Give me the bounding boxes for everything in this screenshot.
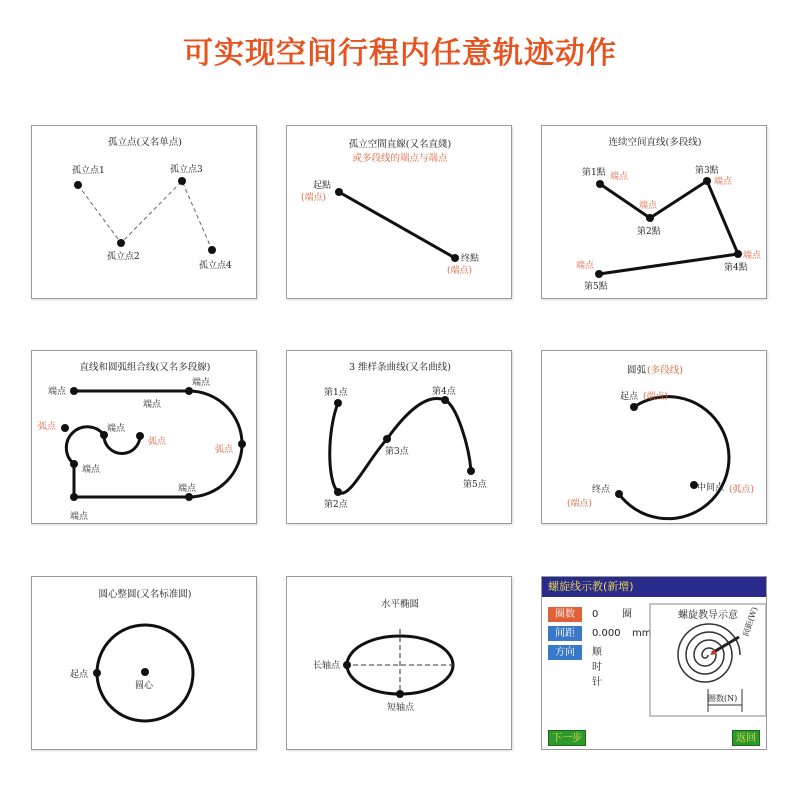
line-arc-diagram: [32, 351, 258, 525]
point-label: 孤立点3: [170, 165, 203, 175]
point-marker: [93, 669, 101, 677]
next-button[interactable]: 下一步: [548, 730, 586, 746]
pitch-label[interactable]: 间距: [548, 626, 582, 641]
back-button[interactable]: 返回: [732, 730, 760, 746]
point-label: 第5点: [463, 480, 487, 490]
arc-diagram: [542, 351, 768, 525]
point-label: 孤立点1: [72, 166, 105, 176]
point-marker: [141, 668, 149, 676]
long-axis-label: 长轴点: [313, 661, 341, 671]
polyline-path: [599, 181, 738, 274]
endpoint-label: 端点: [107, 424, 126, 434]
panel-polyline: [541, 125, 767, 299]
point-marker: [70, 387, 78, 395]
dashed-connector: [78, 181, 212, 250]
point-marker: [117, 239, 125, 247]
point-marker: [61, 424, 69, 432]
spline-path: [330, 398, 471, 493]
point-label: 第4点: [432, 387, 456, 397]
endpoint-label: 端点: [48, 387, 67, 397]
point-label: 第1點: [582, 168, 606, 178]
endpoint-note: 端点: [576, 261, 595, 271]
point-label: 孤立点2: [107, 252, 140, 262]
point-marker: [383, 435, 391, 443]
point-marker: [596, 180, 604, 188]
pitch-caption: 间距(W): [741, 605, 760, 638]
point-label: 第2點: [637, 227, 661, 237]
point-marker: [70, 493, 78, 501]
pitch-unit: mm: [632, 628, 652, 639]
panel-title: 3 维样条曲线(又名曲线): [349, 362, 451, 373]
start-note: (端点): [301, 193, 327, 203]
page-headline: 可实现空间行程内任意轨迹动作: [183, 36, 617, 71]
point-marker: [451, 254, 459, 262]
point-marker: [178, 177, 186, 185]
polyline-diagram: [542, 126, 768, 300]
short-axis-label: 短轴点: [387, 703, 415, 713]
panel-title: 孤立空間直線(又名直綫): [348, 139, 452, 150]
endpoint-label: 端点: [143, 400, 162, 410]
endpoint-label: 端点: [178, 484, 197, 494]
point-label: 第3点: [385, 447, 409, 457]
turns-caption: 圈数(N): [708, 694, 738, 703]
endpoint-label: 端点: [70, 512, 89, 522]
point-marker: [334, 488, 342, 496]
endpoint-note: 端点: [639, 201, 658, 211]
panel-arc: [541, 350, 767, 524]
endpoint-note: 端点: [610, 172, 629, 182]
turns-unit: 圈: [622, 609, 632, 620]
point-marker: [646, 214, 654, 222]
panel-isolated-points: [31, 125, 257, 299]
turns-value: 0: [592, 609, 599, 620]
line-path: [339, 192, 455, 258]
point-marker: [615, 490, 623, 498]
point-marker: [734, 250, 742, 258]
point-marker: [467, 467, 475, 475]
guide-title: 螺旋教导示意: [678, 610, 738, 621]
point-marker: [630, 403, 638, 411]
point-marker: [334, 399, 342, 407]
point-marker: [185, 387, 193, 395]
point-marker: [343, 661, 351, 669]
mid-note: (弧点): [729, 485, 755, 495]
panel-subtitle: 或多段线的端点与端点: [352, 153, 448, 164]
panel-title: 孤立点(又名单点): [108, 137, 182, 148]
point-marker: [396, 690, 404, 698]
isolated-points-diagram: [32, 126, 258, 300]
arc-label: 弧点: [38, 422, 57, 432]
end-label: 终点: [592, 485, 611, 495]
panel-line-arc-combo: [31, 350, 257, 524]
panel-title: 水平椭圆: [380, 599, 420, 610]
point-marker: [70, 460, 78, 468]
panel-line-segment: [286, 125, 512, 299]
point-label: 第1点: [324, 388, 348, 398]
spiral-path: [678, 624, 740, 682]
point-marker: [595, 270, 603, 278]
pitch-value: 0.000: [592, 628, 621, 639]
start-note: (端点): [643, 392, 669, 402]
spiral-guide-diagram: [542, 577, 766, 749]
direction-value: 顺时针: [592, 647, 602, 688]
point-marker: [335, 188, 343, 196]
point-label: 第2点: [324, 500, 348, 510]
point-marker: [703, 177, 711, 185]
end-note: (端点): [447, 266, 473, 276]
spline-diagram: [287, 351, 513, 525]
point-label: 第4點: [724, 263, 748, 273]
endpoint-note: 端点: [714, 177, 733, 187]
point-marker: [441, 396, 449, 404]
point-label: 第3點: [695, 166, 719, 176]
panel-ellipse: [286, 576, 512, 750]
arc-label: 弧点: [215, 445, 234, 455]
point-marker: [185, 493, 193, 501]
panel-title-note: (多段线): [647, 365, 683, 376]
point-marker: [208, 246, 216, 254]
endpoint-label: 端点: [192, 378, 211, 388]
point-marker: [238, 440, 246, 448]
spiral-teach-dialog: [541, 576, 767, 750]
point-marker: [74, 181, 82, 189]
endpoint-label: 端点: [82, 465, 101, 475]
point-label: 孤立点4: [199, 261, 232, 271]
point-marker: [136, 432, 144, 440]
panel-title: 连续空间直线(多段线): [608, 137, 702, 148]
arc-label: 弧点: [148, 437, 167, 447]
point-label: 第5點: [584, 282, 608, 292]
arc-path: [619, 397, 729, 519]
end-label: 终點: [461, 254, 480, 264]
direction-label[interactable]: 方向: [548, 645, 582, 660]
ellipse-diagram: [287, 577, 513, 751]
start-label: 起点: [620, 392, 639, 402]
endpoint-note: 端点: [743, 251, 762, 261]
start-label: 起點: [313, 181, 332, 191]
start-label: 起点: [70, 670, 89, 680]
end-note: (端点): [567, 499, 593, 509]
panel-title: 圆弧: [626, 365, 646, 376]
panel-title: 直线和圆弧组合线(又名多段線): [79, 362, 211, 373]
circle-diagram: [32, 577, 258, 751]
turns-label[interactable]: 圈数: [548, 607, 582, 622]
mid-label: 中间点: [697, 483, 725, 493]
panel-circle: [31, 576, 257, 750]
panel-spline: [286, 350, 512, 524]
line-segment-diagram: [287, 126, 513, 300]
panel-title: 圆心整圆(又名标准圆): [98, 589, 192, 600]
center-label: 圆心: [135, 681, 154, 691]
dialog-title-bar: 螺旋线示教(新增): [542, 577, 766, 597]
